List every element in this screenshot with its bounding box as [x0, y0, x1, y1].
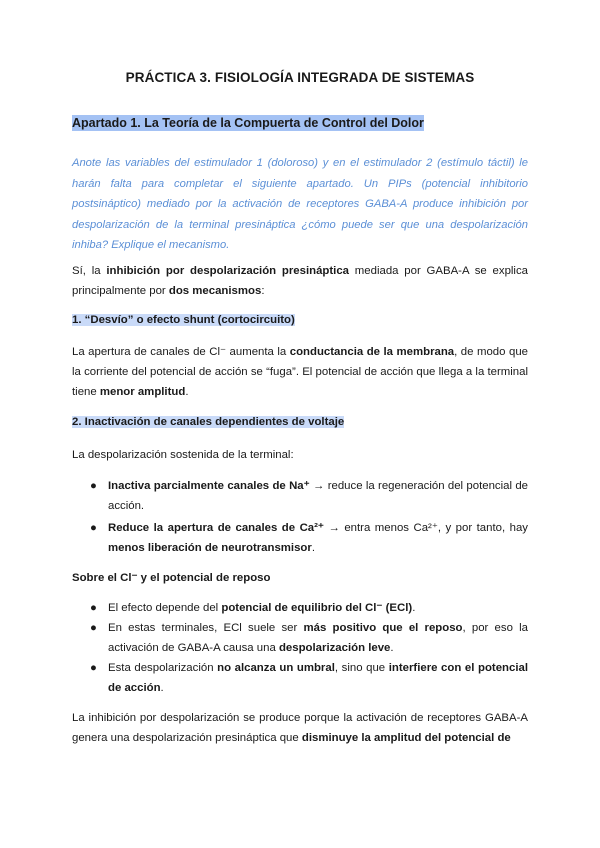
- subheading-shunt: [72, 314, 295, 326]
- bullet-icon: ●: [90, 480, 97, 492]
- subheading-text: 2. Inactivación de canales dependientes de voltaje: [72, 416, 345, 428]
- section-heading-text: Apartado 1. La Teoría de la Compuerta de Control del Dolor: [72, 116, 424, 130]
- shunt-paragraph: [72, 342, 528, 402]
- text-run: .: [412, 602, 416, 614]
- text-run: → reduce la regeneración del potencial de acción.: [108, 480, 528, 512]
- text-run: .: [311, 542, 315, 554]
- subheading-chloride: Sobre el Cl⁻ y el potencial de reposo: [72, 572, 271, 584]
- bold-run: más positivo que el reposo: [303, 622, 463, 634]
- text-run: , de modo que la corriente del potencial de acción se “fuga”. El potencial de acción que llega a la terminal tiene: [72, 346, 528, 398]
- text-run: , sino que: [334, 662, 389, 674]
- bullet-icon: ●: [90, 622, 97, 634]
- text-run: La inhibición por despolarización se produce porque la activación de receptores GABA-A genera una despolarización presináptica que: [72, 712, 528, 744]
- subheading-inactivation: [72, 416, 344, 428]
- section-heading: [72, 116, 424, 130]
- bullet-icon: ●: [90, 522, 97, 534]
- chloride-list: [90, 598, 528, 698]
- text-run: .: [185, 386, 189, 398]
- text-run: En estas terminales, ECl suele ser: [108, 622, 304, 634]
- bold-run: Inactiva parcialmente canales de Na⁺: [108, 480, 310, 492]
- bold-run: disminuye la amplitud del potencial de: [301, 732, 511, 744]
- list-item: [90, 476, 528, 516]
- text-run: → entra menos Ca²⁺, y por tanto, hay: [323, 522, 528, 534]
- bold-run: Reduce la apertura de canales de Ca²⁺: [108, 522, 324, 534]
- bold-run: no alcanza un umbral: [217, 662, 335, 674]
- inactivation-intro: La despolarización sostenida de la terminal:: [72, 449, 294, 461]
- bold-run: despolarización leve: [278, 642, 391, 654]
- text-run: Sí, la: [72, 265, 107, 277]
- text-run: .: [160, 682, 164, 694]
- text-run: Esta despolarización: [108, 662, 218, 674]
- text-run: :: [261, 285, 265, 297]
- page-title: PRÁCTICA 3. FISIOLOGÍA INTEGRADA DE SISTEMAS: [125, 70, 475, 85]
- text-run: , por eso la activación de GABA-A causa una: [108, 622, 528, 654]
- bold-run: conductancia de la membrana: [289, 346, 455, 358]
- bullet-icon: ●: [90, 602, 97, 614]
- bold-run: inhibición por despolarización presináptica: [106, 265, 350, 277]
- inactivation-list: [90, 476, 528, 558]
- list-item: [90, 618, 528, 658]
- list-item: [90, 658, 528, 698]
- text-run: La apertura de canales de Cl⁻ aumenta la: [72, 346, 290, 358]
- bold-run: menos liberación de neurotransmisor: [108, 542, 312, 554]
- list-item: [90, 598, 528, 618]
- conclusion-paragraph: [72, 708, 528, 748]
- text-run: El efecto depende del: [108, 602, 222, 614]
- bold-run: potencial de equilibrio del Cl⁻ (ECl): [221, 602, 413, 614]
- text-run: mediada por GABA-A se explica principalmente por: [72, 265, 528, 297]
- bold-run: menor amplitud: [99, 386, 186, 398]
- subheading-text: 1. “Desvío” o efecto shunt (cortocircuito): [72, 314, 295, 326]
- instruction-paragraph: Anote las variables del estimulador 1 (doloroso) y en el estimulador 2 (estímulo táctil) le harán falta para completar el siguiente apartado. Un PIPs (potencial inhibitorio postsináptico) mediado por la activación de receptores GABA-A produce inhibición por despolarización de la terminal presináptica ¿cómo puede ser que una despolarización inhiba? Explique el mecanismo.: [72, 157, 528, 251]
- bullet-icon: ●: [90, 662, 97, 674]
- bold-run: dos mecanismos: [168, 285, 262, 297]
- text-run: .: [390, 642, 394, 654]
- list-item: [90, 518, 528, 558]
- answer-intro-paragraph: [72, 261, 528, 301]
- bold-run: interfiere con el potencial de acción: [108, 662, 528, 694]
